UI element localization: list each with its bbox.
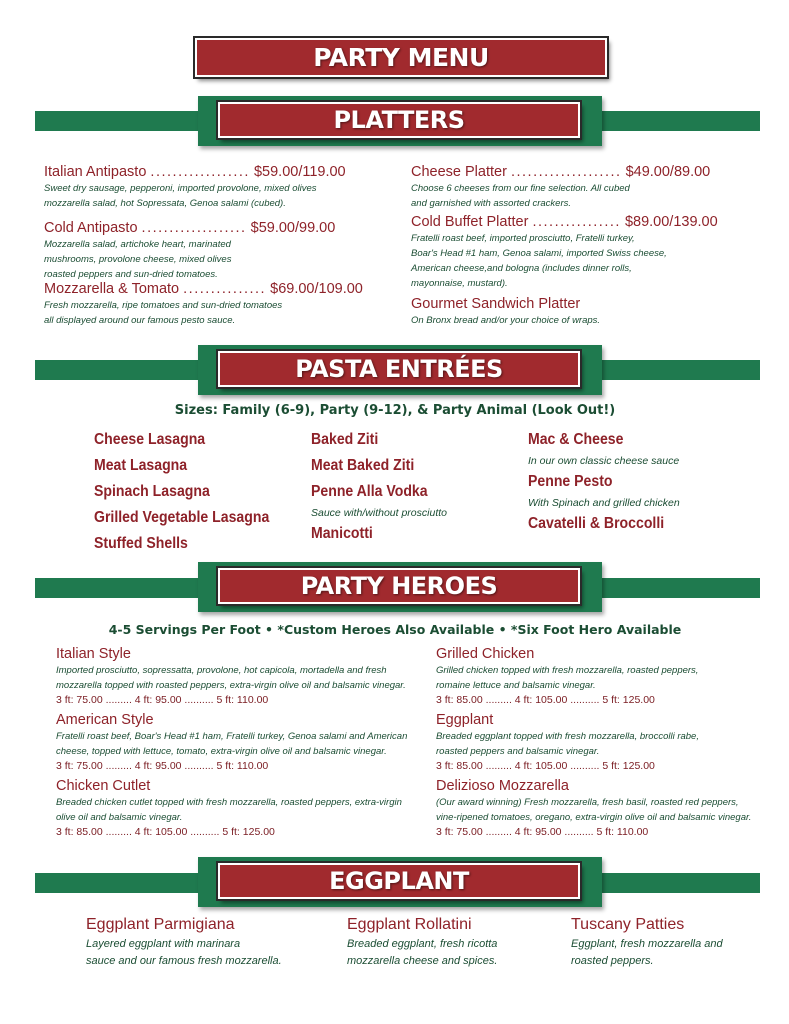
platter-name: Italian Antipasto xyxy=(44,164,147,180)
hero-item xyxy=(436,777,776,840)
platter-desc xyxy=(411,313,761,328)
platter-desc xyxy=(44,298,394,328)
platter-item xyxy=(44,219,394,280)
eggplant-desc xyxy=(86,936,326,970)
desc-line: mozzarella topped with roasted peppers, extra-virgin olive oil and balsamic vinegar. xyxy=(56,680,406,691)
hero-prices: 3 ft: 75.00 ......... 4 ft: 95.00 .......... 5 ft: 110.00 xyxy=(56,694,269,706)
platter-name: Mozzarella & Tomato xyxy=(44,281,180,297)
eggplant-item xyxy=(86,914,326,970)
hero-prices: 3 ft: 85.00 ......... 4 ft: 105.00 .......... 5 ft: 125.00 xyxy=(436,760,655,772)
hero-desc xyxy=(56,663,426,693)
desc-line: Eggplant, fresh mozzarella and xyxy=(571,938,723,950)
pasta-item-desc: With Spinach and grilled chicken xyxy=(528,497,680,509)
pasta-item: Meat Lasagna xyxy=(94,457,188,474)
pasta-sizes: Sizes: Family (6-9), Party (9-12), & Party Animal (Look Out!) xyxy=(174,403,616,418)
platter-name: Gourmet Sandwich Platter xyxy=(411,296,581,312)
platters-left-column xyxy=(44,163,394,328)
hero-item xyxy=(436,711,776,777)
platter-desc xyxy=(411,181,761,211)
heroes-right-column xyxy=(436,645,776,840)
pasta-item: Penne Pesto xyxy=(528,473,613,490)
desc-line: On Bronx bread and/or your choice of wraps. xyxy=(411,315,601,326)
hero-item xyxy=(56,711,426,777)
hero-prices: 3 ft: 75.00 ......... 4 ft: 95.00 .......... 5 ft: 110.00 xyxy=(56,760,269,772)
platter-price: $59.00/99.00 xyxy=(250,220,336,236)
desc-line: sauce and our famous fresh mozzarella. xyxy=(86,955,282,967)
platter-desc xyxy=(411,231,761,291)
leader-dots: ................... xyxy=(141,220,247,236)
desc-line: and garnished with assorted crackers. xyxy=(411,198,571,209)
eggplant-desc xyxy=(347,936,557,970)
platters-right-column xyxy=(411,163,761,328)
platter-name: Cold Buffet Platter xyxy=(411,214,529,230)
pasta-item: Manicotti xyxy=(311,525,373,542)
hero-desc xyxy=(56,729,426,759)
desc-line: Mozzarella salad, artichoke heart, marinated xyxy=(44,239,231,250)
pasta-item: Mac & Cheese xyxy=(528,431,624,448)
hero-name: Grilled Chicken xyxy=(436,646,535,662)
hero-desc xyxy=(56,795,426,825)
desc-line: Fresh mozzarella, ripe tomatoes and sun-dried tomatoes xyxy=(44,300,283,311)
heroes-heading: PARTY HEROES xyxy=(218,568,580,604)
hero-prices: 3 ft: 85.00 ......... 4 ft: 105.00 .......... 5 ft: 125.00 xyxy=(436,694,655,706)
leader-dots: .................. xyxy=(150,164,250,180)
eggplant-item xyxy=(571,914,771,970)
platters-heading: PLATTERS xyxy=(218,102,580,138)
pasta-item-desc: In our own classic cheese sauce xyxy=(528,455,680,467)
eggplant-heading: EGGPLANT xyxy=(218,863,580,899)
eggplant-name: Tuscany Patties xyxy=(571,916,685,933)
eggplant-name: Eggplant Rollatini xyxy=(347,916,472,933)
desc-line: olive oil and balsamic vinegar. xyxy=(56,812,183,823)
desc-line: Breaded eggplant, fresh ricotta xyxy=(347,938,498,950)
desc-line: (Our award winning) Fresh mozzarella, fresh basil, roasted red peppers, xyxy=(436,797,739,808)
pasta-band-right xyxy=(600,360,760,380)
heroes-band-left xyxy=(35,578,200,598)
eggplant-band-left xyxy=(35,873,200,893)
platters-band-right xyxy=(600,111,760,131)
desc-line: mushrooms, provolone cheese, mixed olives xyxy=(44,254,232,265)
hero-desc xyxy=(436,795,776,825)
hero-item xyxy=(56,777,426,840)
leader-dots: ............... xyxy=(183,281,267,297)
platter-item xyxy=(411,213,761,295)
platter-price: $89.00/139.00 xyxy=(624,214,718,230)
desc-line: roasted peppers and balsamic vinegar. xyxy=(436,746,600,757)
hero-prices: 3 ft: 85.00 ......... 4 ft: 105.00 .......... 5 ft: 125.00 xyxy=(56,826,275,838)
desc-line: Breaded chicken cutlet topped with fresh mozzarella, roasted peppers, extra-virgin xyxy=(56,797,402,808)
desc-line: all displayed around our famous pesto sauce. xyxy=(44,315,236,326)
pasta-item: Stuffed Shells xyxy=(94,535,188,552)
hero-item xyxy=(436,645,776,711)
pasta-column-2 xyxy=(311,427,521,547)
pasta-item: Spinach Lasagna xyxy=(94,483,210,500)
eggplant-band-right xyxy=(600,873,760,893)
platter-price: $59.00/119.00 xyxy=(253,164,346,180)
platter-item xyxy=(44,163,394,219)
hero-name: Chicken Cutlet xyxy=(56,778,151,794)
hero-desc xyxy=(436,729,776,759)
eggplant-item xyxy=(347,914,557,970)
hero-prices: 3 ft: 75.00 ......... 4 ft: 95.00 .......... 5 ft: 110.00 xyxy=(436,826,649,838)
desc-line: roasted peppers. xyxy=(571,955,654,967)
platter-desc xyxy=(44,237,394,282)
pasta-item: Cavatelli & Broccolli xyxy=(528,515,665,532)
pasta-column-3 xyxy=(528,427,768,537)
desc-line: Imported prosciutto, sopressatta, provolone, hot capicola, mortadella and fresh xyxy=(56,665,387,676)
desc-line: cheese, topped with lettuce, tomato, extra-virgin olive oil and balsamic vinegar. xyxy=(56,746,387,757)
pasta-column-1 xyxy=(94,427,304,557)
heroes-left-column xyxy=(56,645,426,840)
pasta-item-desc: Sauce with/without prosciutto xyxy=(311,507,447,519)
eggplant-desc xyxy=(571,936,771,970)
pasta-item: Meat Baked Ziti xyxy=(311,457,415,474)
desc-line: Fratelli roast beef, imported prosciutto, Fratelli turkey, xyxy=(411,233,635,244)
hero-item xyxy=(56,645,426,711)
desc-line: American cheese,and bologna (includes dinner rolls, xyxy=(411,263,632,274)
pasta-item: Baked Ziti xyxy=(311,431,379,448)
heroes-band-right xyxy=(600,578,760,598)
platter-price: $49.00/89.00 xyxy=(625,164,711,180)
platter-item xyxy=(411,295,761,328)
eggplant-name: Eggplant Parmigiana xyxy=(86,916,235,933)
leader-dots: ................ xyxy=(532,214,621,230)
desc-line: vine-ripened tomatoes, oregano, extra-virgin olive oil and balsamic vinegar. xyxy=(436,812,752,823)
desc-line: Boar's Head #1 ham, Genoa salami, imported Swiss cheese, xyxy=(411,248,667,259)
desc-line: Layered eggplant with marinara xyxy=(86,938,241,950)
hero-desc xyxy=(436,663,776,693)
desc-line: roasted peppers and sun-dried tomatoes. xyxy=(44,269,218,280)
pasta-item: Cheese Lasagna xyxy=(94,431,206,448)
desc-line: Fratelli roast beef, Boar's Head #1 ham, Fratelli turkey, Genoa salami and American xyxy=(56,731,408,742)
platters-band-left xyxy=(35,111,200,131)
pasta-heading: PASTA ENTRÉES xyxy=(218,351,580,387)
platter-item xyxy=(411,163,761,213)
hero-name: Delizioso Mozzarella xyxy=(436,778,569,794)
heroes-subtitle: 4-5 Servings Per Foot • *Custom Heroes Also Available • *Six Foot Hero Available xyxy=(108,622,682,637)
platter-desc xyxy=(44,181,394,211)
pasta-item: Grilled Vegetable Lasagna xyxy=(94,509,270,526)
desc-line: Grilled chicken topped with fresh mozzarella, roasted peppers, xyxy=(436,665,699,676)
desc-line: mozzarella cheese and spices. xyxy=(347,955,498,967)
pasta-item: Penne Alla Vodka xyxy=(311,483,428,500)
hero-name: Eggplant xyxy=(436,712,494,728)
page-title: PARTY MENU xyxy=(195,38,607,77)
pasta-band-left xyxy=(35,360,200,380)
hero-name: American Style xyxy=(56,712,154,728)
desc-line: romaine lettuce and balsamic vinegar. xyxy=(436,680,596,691)
desc-line: mayonnaise, mustard). xyxy=(411,278,508,289)
desc-line: Sweet dry sausage, pepperoni, imported provolone, mixed olives xyxy=(44,183,317,194)
platter-price: $69.00/109.00 xyxy=(270,281,363,297)
desc-line: Breaded eggplant topped with fresh mozzarella, broccolli rabe, xyxy=(436,731,699,742)
platter-name: Cheese Platter xyxy=(411,164,507,180)
hero-name: Italian Style xyxy=(56,646,131,662)
desc-line: mozzarella salad, hot Sopressata, Genoa salami (cubed). xyxy=(44,198,286,209)
platter-name: Cold Antipasto xyxy=(44,220,138,236)
desc-line: Choose 6 cheeses from our fine selection. All cubed xyxy=(411,183,630,194)
platter-item xyxy=(44,280,394,328)
leader-dots: .................... xyxy=(510,164,622,180)
